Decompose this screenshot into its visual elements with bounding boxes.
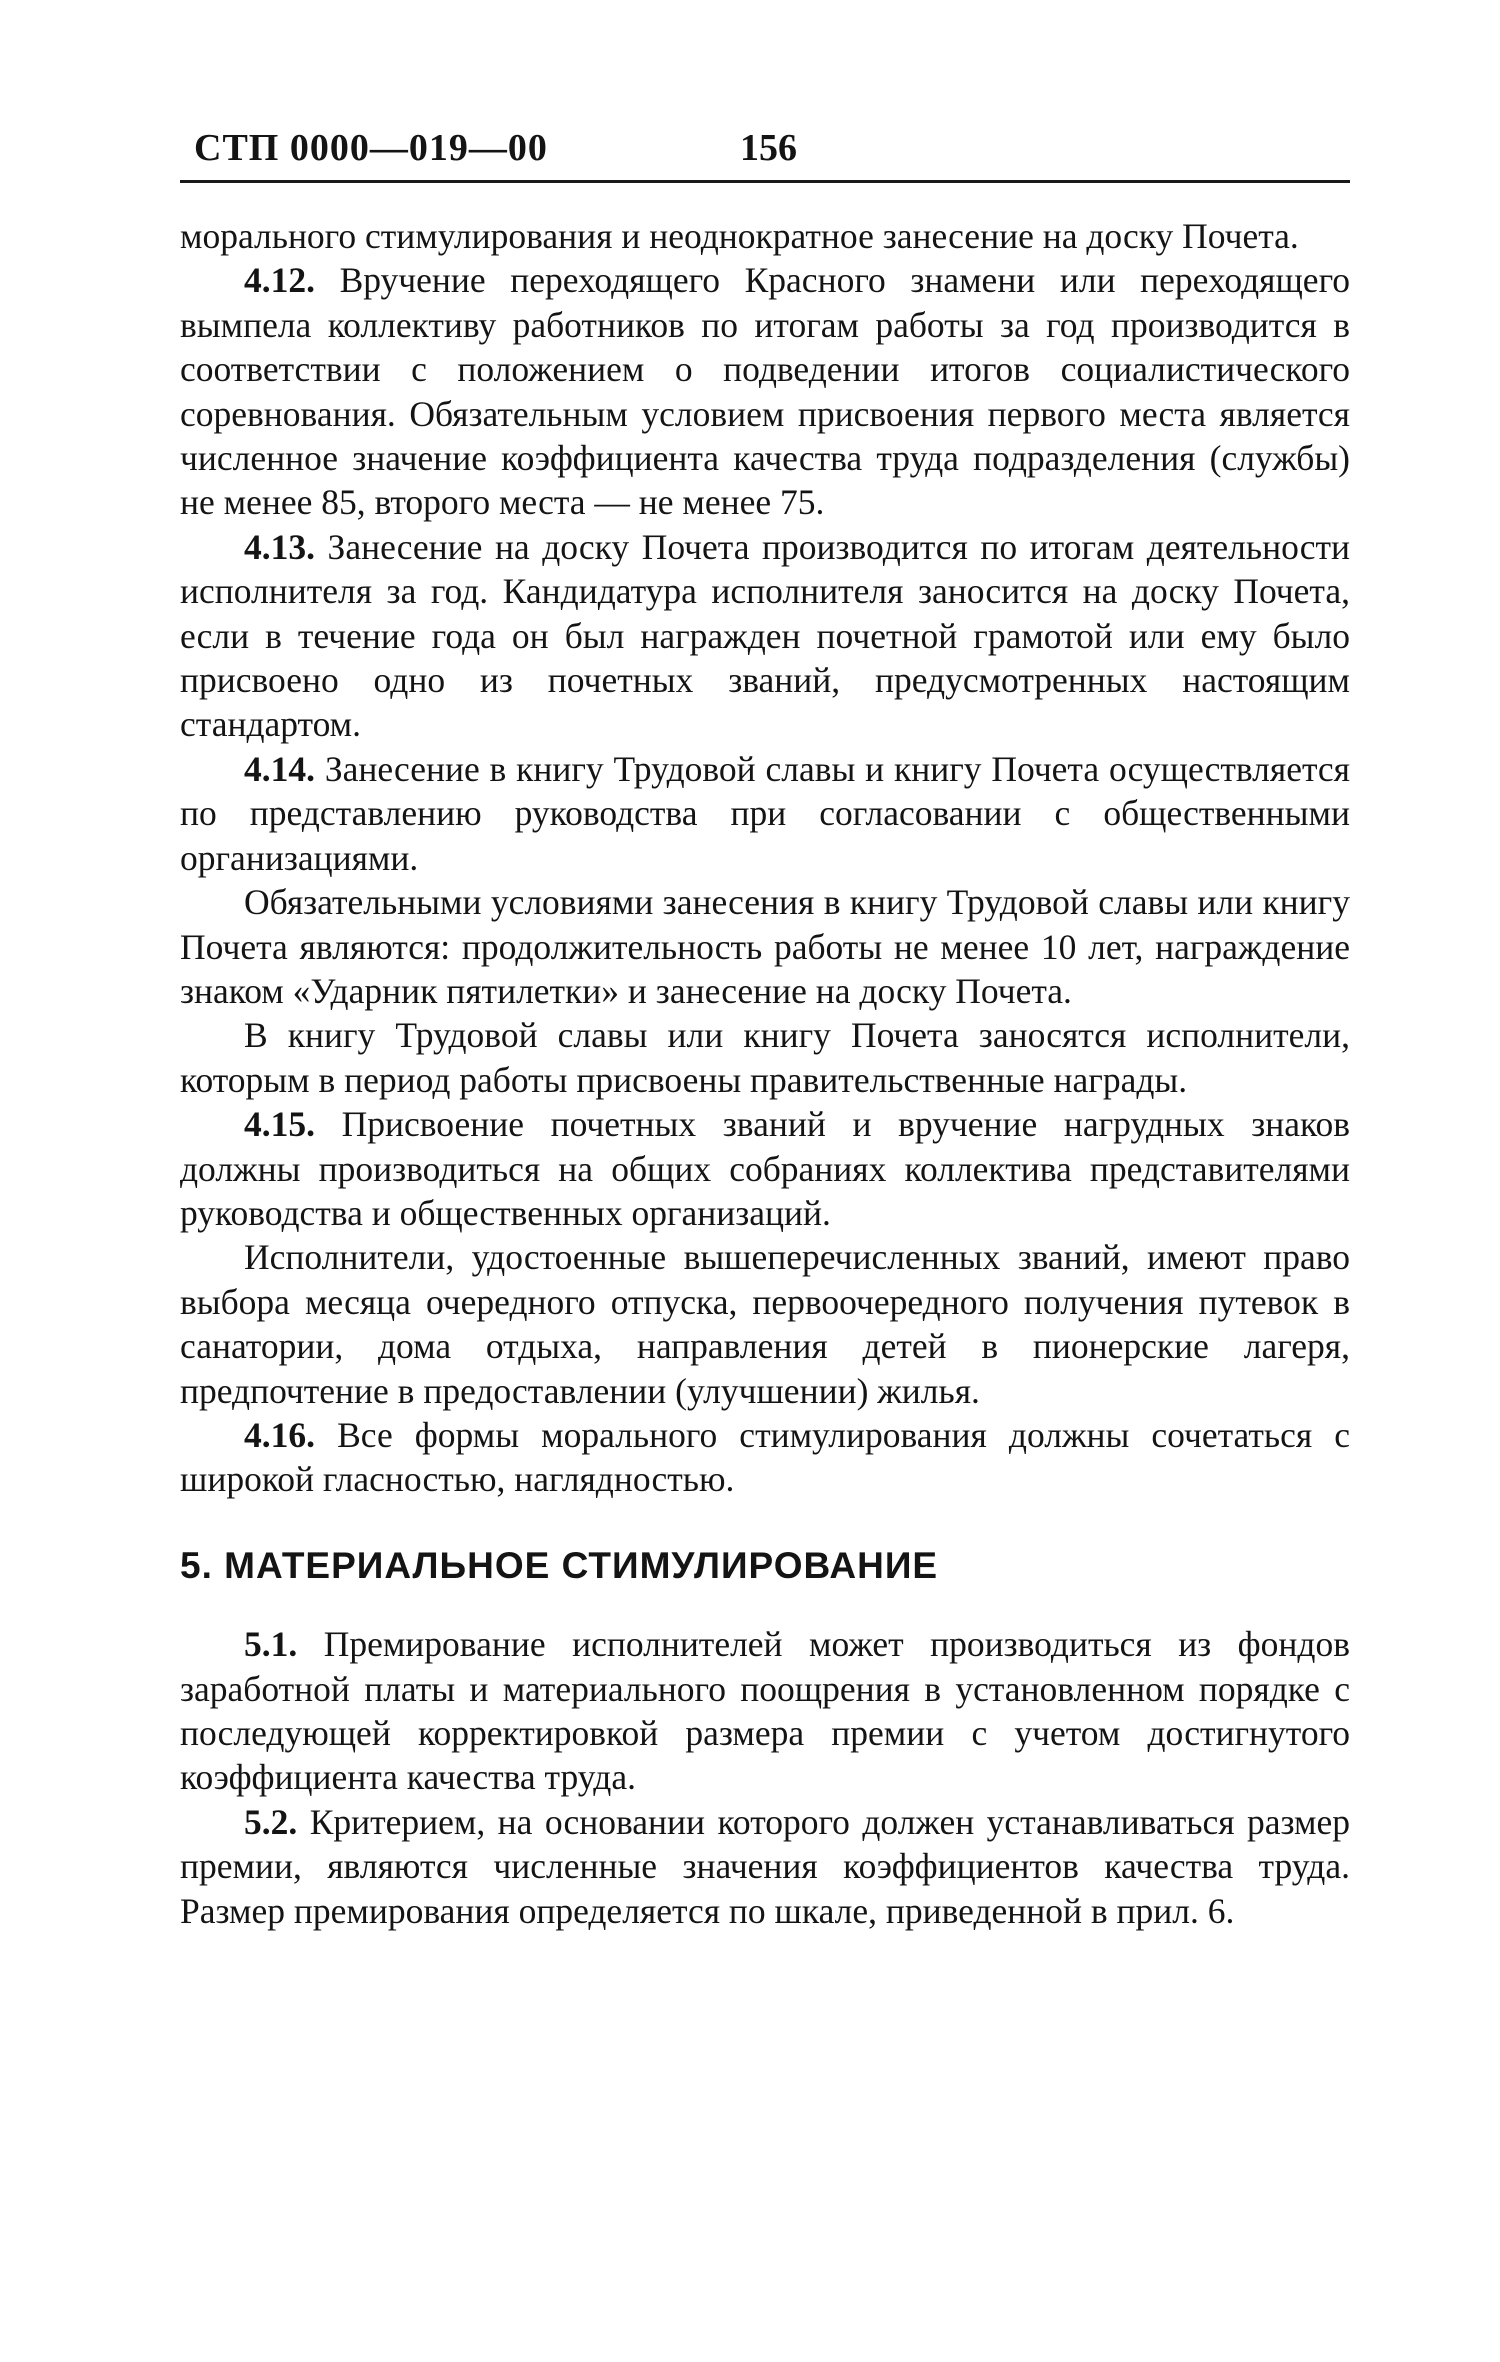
paragraph-5-1 [180,1622,1350,1800]
clause-number: 4.14. [244,748,315,789]
section-heading: 5. МАТЕРИАЛЬНОЕ СТИМУЛИРОВАНИЕ [180,1544,939,1586]
paragraph-text: Все формы морального стимулирования должны сочетаться с широкой гласностью, наглядностью. [180,1414,1351,1500]
paragraph-text: Занесение в книгу Трудовой славы и книгу Почета осуществляется по представлению руководства при согласовании с общественными организациями. [180,748,1350,878]
paragraph-4-14-awards [180,1013,1350,1102]
header-divider [180,180,1350,183]
document-page [180,118,1351,1931]
paragraph-4-16 [180,1413,1350,1502]
paragraph-continuation [180,214,1350,258]
paragraph-5-2 [180,1800,1350,1933]
paragraph-text: морального стимулирования и неоднократное занесение на доску Почета. [180,216,1299,256]
page-header [180,118,1350,174]
document-body [180,214,1350,1933]
clause-number: 5.2. [244,1801,298,1842]
paragraph-text: Исполнители, удостоенные вышеперечисленных званий, имеют право выбора месяца очередного отпуска, первоочередного получения путевок в санатории, дома отдыха, направления детей в пионерские лагеря, предпочтение в предоставлении (улучшении) жилья. [180,1237,1350,1411]
clause-number: 4.15. [244,1104,315,1145]
paragraph-4-15 [180,1102,1350,1235]
paragraph-text: В книгу Трудовой славы или книгу Почета заносятся исполнители, которым в период работы присвоены правительственные награды. [180,1015,1350,1100]
paragraph-text: Обязательными условиями занесения в книгу Трудовой славы или книгу Почета являются: продолжительность работы не менее 10 лет, награждение знаком «Ударник пятилетки» и занесение на доску Почета. [180,882,1350,1011]
clause-number: 4.12. [244,260,315,301]
paragraph-4-15-privileges [180,1235,1350,1413]
clause-number: 5.1. [244,1624,298,1665]
document-code: СТП 0000—019—00 [194,127,548,169]
paragraph-text: Занесение на доску Почета производится по итогам деятельности исполнителя за год. Кандидатура исполнителя заносится на доску Почета, если в течение года он был награжден почетной грамотой или ему было присвоено одно из почетных званий, предусмотренных настоящим стандартом. [180,526,1350,745]
paragraph-4-13 [180,525,1350,747]
paragraph-text: Премирование исполнителей может производиться из фондов заработной платы и материального поощрения в установленном порядке с последующей корректировкой размера премии с учетом достигнутого коэффициента качества труда. [180,1624,1350,1798]
paragraph-text: Присвоение почетных званий и вручение нагрудных знаков должны производиться на общих собраниях коллектива представителями руководства и общественных организаций. [180,1104,1350,1233]
clause-number: 4.13. [244,526,315,567]
paragraph-text: Вручение переходящего Красного знамени или переходящего вымпела коллективу работников по итогам работы за год производится в соответствии с положением о подведении итогов социалистического соревнования. Обязательным условием присвоения первого места является численное значение коэффициента качества труда подразделения (службы) не менее 85, второго места — не менее 75. [180,260,1350,523]
page-number: 156 [740,127,797,169]
paragraph-4-12 [180,258,1350,524]
paragraph-4-14-conditions [180,880,1350,1013]
paragraph-text: Критерием, на основании которого должен устанавливаться размер премии, являются численные значения коэффициентов качества труда. Размер премирования определяется по шкале, приведенной в прил. 6. [180,1801,1350,1931]
clause-number: 4.16. [244,1414,315,1455]
paragraph-4-14 [180,747,1350,880]
